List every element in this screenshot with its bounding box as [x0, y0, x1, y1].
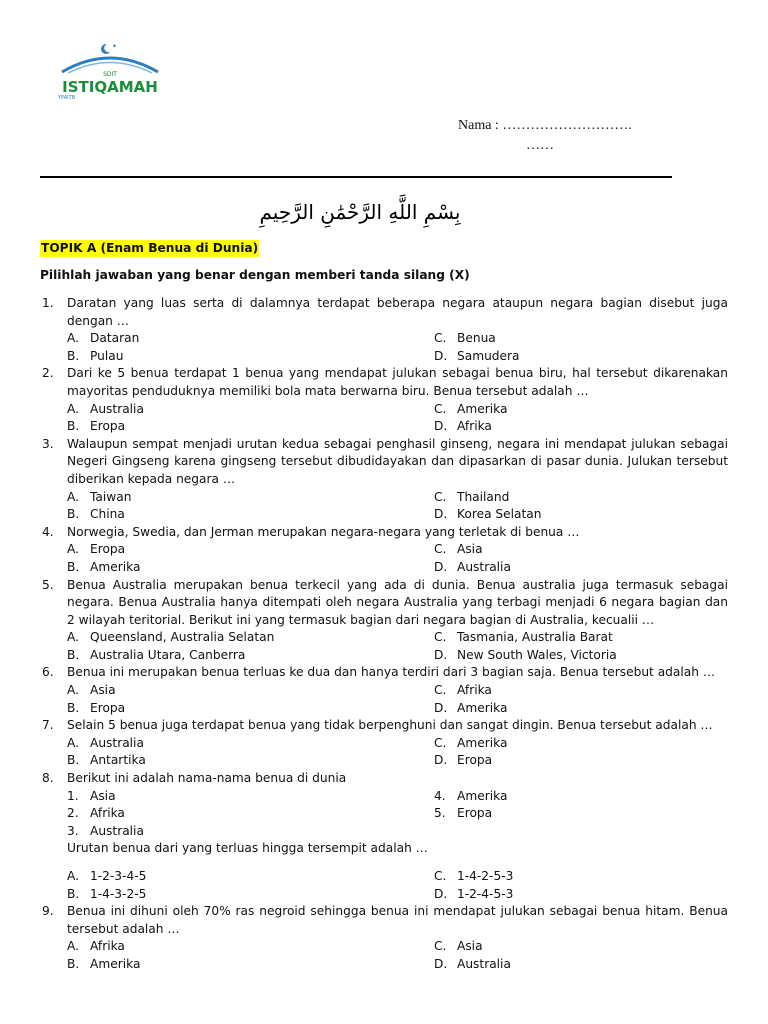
- question-number: 2.: [42, 366, 54, 381]
- question-number: 4.: [42, 524, 54, 539]
- name-field-continuation: ……: [526, 138, 554, 153]
- question-number: 7.: [42, 718, 54, 733]
- answer-option-text: Thailand: [457, 489, 510, 504]
- answer-option[interactable]: [67, 418, 434, 436]
- spacer: [67, 858, 728, 868]
- answer-option-grid: [67, 330, 728, 365]
- answer-option-text: Asia: [90, 683, 116, 698]
- answer-option-text: Asia: [457, 939, 483, 954]
- list-entry-letter: 3.: [67, 823, 79, 838]
- answer-option[interactable]: [434, 956, 728, 974]
- answer-option-text: Afrika: [457, 419, 492, 434]
- answer-option[interactable]: [434, 700, 728, 718]
- question-text: Walaupun sempat menjadi urutan kedua sebagai penghasil ginseng, negara ini mendapat julukan sebagai Negeri Gingseng karena gingseng tersebut dibudidayakan dan dipasarkan di pasar dunia. Julukan tersebut diberikan kepada negara …: [67, 436, 728, 486]
- list-entry: [67, 823, 434, 841]
- logo-sdit-text: SDIT: [103, 71, 117, 78]
- instruction-text: Pilihlah jawaban yang benar dengan memberi tanda silang (X): [40, 268, 470, 282]
- answer-option-letter: A.: [67, 683, 79, 698]
- answer-option[interactable]: [434, 541, 728, 559]
- question-text: Norwegia, Swedia, dan Jerman merupakan negara-negara yang terletak di benua …: [67, 524, 580, 539]
- question-text: Berikut ini adalah nama-nama benua di dunia: [67, 771, 347, 786]
- svg-text:✦: ✦: [112, 43, 118, 50]
- list-entry: [67, 805, 434, 823]
- answer-option-text: Korea Selatan: [457, 507, 542, 522]
- answer-option-text: Amerika: [90, 559, 141, 574]
- answer-option-text: Tasmania, Australia Barat: [457, 630, 613, 645]
- answer-option-text: Eropa: [90, 700, 126, 715]
- header-divider: [40, 176, 672, 178]
- answer-option-letter: B.: [67, 956, 80, 971]
- answer-option-letter: C.: [434, 489, 447, 504]
- answer-option[interactable]: [67, 330, 434, 348]
- answer-option[interactable]: [67, 541, 434, 559]
- question-item: [40, 365, 728, 435]
- answer-option[interactable]: [67, 682, 434, 700]
- answer-option[interactable]: [434, 330, 728, 348]
- question-number: 8.: [42, 771, 54, 786]
- list-entry: [67, 788, 434, 806]
- question-item: [40, 903, 728, 973]
- svg-text:بِسْمِ اللَّهِ الرَّحْمَٰنِ ال: بِسْمِ اللَّهِ الرَّحْمَٰنِ الرَّحِيمِ: [259, 200, 461, 224]
- answer-option[interactable]: [67, 956, 434, 974]
- answer-option[interactable]: [67, 647, 434, 665]
- question-text: Benua Australia merupakan benua terkecil yang ada di dunia. Benua australia juga termasuk sebagai negara. Benua Australia hanya ditempati oleh negara Australia yang terbagi menjadi 6 negara bagian dan 2 wilayah teritorial. Berikut ini yang termasuk bagian dari negara bagian di Australia, kecualii …: [67, 577, 728, 627]
- answer-option[interactable]: [67, 938, 434, 956]
- answer-option-letter: A.: [67, 489, 79, 504]
- answer-option-text: Dataran: [90, 331, 140, 346]
- answer-option-text: Amerika: [90, 956, 141, 971]
- question-list: [40, 295, 728, 974]
- list-entry-letter: 1.: [67, 788, 79, 803]
- answer-option-letter: B.: [67, 647, 80, 662]
- answer-option[interactable]: [67, 489, 434, 507]
- answer-option-text: Pulau: [90, 348, 124, 363]
- answer-option-text: China: [90, 507, 125, 522]
- answer-option-letter: D.: [434, 348, 448, 363]
- answer-option-letter: B.: [67, 753, 80, 768]
- answer-option-grid: [67, 868, 728, 903]
- answer-option-text: Australia: [90, 401, 144, 416]
- answer-option-letter: D.: [434, 886, 448, 901]
- answer-option-letter: C.: [434, 939, 447, 954]
- name-field: Nama : ……………………….: [458, 118, 632, 133]
- answer-option-letter: D.: [434, 419, 448, 434]
- answer-option-letter: A.: [67, 542, 79, 557]
- answer-option-letter: C.: [434, 630, 447, 645]
- answer-option-letter: D.: [434, 647, 448, 662]
- answer-option-text: Samudera: [457, 348, 520, 363]
- question-item: [40, 524, 728, 577]
- answer-option-text: Benua: [457, 331, 496, 346]
- school-logo: [54, 40, 166, 100]
- answer-option-letter: D.: [434, 559, 448, 574]
- answer-option[interactable]: [67, 629, 434, 647]
- answer-option[interactable]: [434, 886, 728, 904]
- list-entry-text: Amerika: [457, 788, 508, 803]
- question-number: 5.: [42, 577, 54, 592]
- list-entry-letter: 4.: [434, 788, 446, 803]
- answer-option-text: New South Wales, Victoria: [457, 647, 617, 662]
- answer-option[interactable]: [434, 752, 728, 770]
- answer-option-letter: B.: [67, 507, 80, 522]
- answer-option-letter: D.: [434, 700, 448, 715]
- question-item: [40, 295, 728, 365]
- answer-option-text: Taiwan: [90, 489, 132, 504]
- answer-option-grid: [67, 401, 728, 436]
- question-item: [40, 436, 728, 524]
- answer-option-grid: [67, 629, 728, 664]
- answer-option-letter: A.: [67, 401, 79, 416]
- answer-option-letter: B.: [67, 348, 80, 363]
- question-text: Benua ini merupakan benua terluas ke dua dan hanya terdiri dari 3 bagian saja. Benua tersebut adalah …: [67, 665, 716, 680]
- answer-option-text: Queensland, Australia Selatan: [90, 630, 275, 645]
- answer-option-letter: D.: [434, 507, 448, 522]
- question-text: Benua ini dihuni oleh 70% ras negroid sehingga benua ini mendapat julukan sebagai benua hitam. Benua tersebut adalah …: [67, 904, 728, 936]
- answer-option[interactable]: [67, 348, 434, 366]
- answer-option-text: Eropa: [457, 753, 493, 768]
- answer-option[interactable]: [434, 938, 728, 956]
- question-item: [40, 664, 728, 717]
- answer-option[interactable]: [67, 401, 434, 419]
- answer-option-letter: C.: [434, 735, 447, 750]
- list-entry-text: Afrika: [90, 806, 125, 821]
- answer-option-text: Eropa: [90, 419, 126, 434]
- answer-option[interactable]: [67, 752, 434, 770]
- answer-option-text: Australia: [90, 735, 144, 750]
- answer-option-text: Amerika: [457, 401, 508, 416]
- answer-option[interactable]: [434, 735, 728, 753]
- answer-option[interactable]: [434, 629, 728, 647]
- question-subtext: Urutan benua dari yang terluas hingga tersempit adalah …: [67, 841, 428, 856]
- list-entry: [434, 788, 728, 806]
- answer-option-text: Eropa: [90, 542, 126, 557]
- answer-option[interactable]: [67, 868, 434, 886]
- bismillah-calligraphy: [250, 193, 470, 229]
- answer-option-grid: [67, 682, 728, 717]
- logo-title-text: ISTIQAMAH: [62, 78, 158, 96]
- answer-option-text: Asia: [457, 542, 483, 557]
- question-item: [40, 770, 728, 903]
- question-text: Selain 5 benua juga terdapat benua yang tidak berpenghuni dan sangat dingin. Benua tersebut adalah …: [67, 718, 713, 733]
- answer-option-text: 1-4-3-2-5: [90, 886, 147, 901]
- answer-option-grid: [67, 541, 728, 576]
- answer-option[interactable]: [434, 489, 728, 507]
- question-number: 1.: [42, 296, 54, 310]
- question-text: Dari ke 5 benua terdapat 1 benua yang mendapat julukan sebagai benua biru, hal tersebut dikarenakan mayoritas penduduknya memiliki bola mata berwarna biru. Benua tersebut adalah …: [67, 366, 728, 398]
- answer-option-grid: [67, 735, 728, 770]
- list-entry-text: Australia: [90, 823, 144, 838]
- answer-option[interactable]: [67, 559, 434, 577]
- answer-option-text: Australia: [457, 559, 511, 574]
- answer-option-letter: C.: [434, 331, 447, 346]
- answer-option-letter: A.: [67, 630, 79, 645]
- answer-option-text: 1-2-4-5-3: [457, 886, 514, 901]
- question-number: 3.: [42, 436, 54, 451]
- question-number: 6.: [42, 665, 54, 680]
- question-item: [40, 717, 728, 770]
- answer-option[interactable]: [67, 506, 434, 524]
- answer-option[interactable]: [434, 401, 728, 419]
- answer-option[interactable]: [434, 647, 728, 665]
- answer-option-letter: A.: [67, 331, 79, 346]
- list-entry-grid: [67, 788, 728, 841]
- answer-option[interactable]: [67, 700, 434, 718]
- answer-option-letter: C.: [434, 401, 447, 416]
- answer-option-text: Australia: [457, 956, 511, 971]
- answer-option[interactable]: [434, 418, 728, 436]
- answer-option[interactable]: [67, 735, 434, 753]
- answer-option-letter: B.: [67, 559, 80, 574]
- list-entry: [434, 805, 728, 823]
- answer-option-letter: A.: [67, 869, 79, 883]
- answer-option[interactable]: [434, 682, 728, 700]
- answer-option-letter: D.: [434, 956, 448, 971]
- answer-option-text: Australia Utara, Canberra: [90, 647, 246, 662]
- answer-option[interactable]: [434, 559, 728, 577]
- answer-option-text: Antartika: [90, 753, 146, 768]
- answer-option-text: 1-2-3-4-5: [90, 869, 147, 883]
- answer-option-text: Afrika: [457, 683, 492, 698]
- question-number: 9.: [42, 904, 54, 919]
- answer-option-letter: A.: [67, 939, 79, 954]
- list-entry-letter: 5.: [434, 806, 446, 821]
- answer-option-letter: B.: [67, 886, 80, 901]
- answer-option-letter: C.: [434, 683, 447, 698]
- answer-option-text: Amerika: [457, 735, 508, 750]
- answer-option-letter: D.: [434, 753, 448, 768]
- answer-option-letter: C.: [434, 869, 447, 883]
- list-entry-letter: 2.: [67, 806, 79, 821]
- answer-option-grid: [67, 489, 728, 524]
- question-text: Daratan yang luas serta di dalamnya terdapat beberapa negara ataupun negara bagian disebut juga dengan …: [67, 296, 728, 328]
- answer-option-letter: A.: [67, 735, 79, 750]
- answer-option-text: 1-4-2-5-3: [457, 869, 514, 883]
- answer-option-letter: B.: [67, 419, 80, 434]
- answer-option[interactable]: [67, 886, 434, 904]
- answer-option-text: Amerika: [457, 700, 508, 715]
- answer-option[interactable]: [434, 348, 728, 366]
- answer-option-text: Afrika: [90, 939, 125, 954]
- answer-option-letter: C.: [434, 542, 447, 557]
- answer-option-letter: B.: [67, 700, 80, 715]
- question-item: [40, 577, 728, 665]
- answer-option[interactable]: [434, 868, 728, 886]
- list-entry-text: Asia: [90, 788, 116, 803]
- list-entry-text: Eropa: [457, 806, 493, 821]
- answer-option[interactable]: [434, 506, 728, 524]
- answer-option-grid: [67, 938, 728, 973]
- logo-ypaitb-text: YPAITB: [58, 95, 76, 100]
- topic-heading: TOPIK A (Enam Benua di Dunia): [41, 241, 259, 255]
